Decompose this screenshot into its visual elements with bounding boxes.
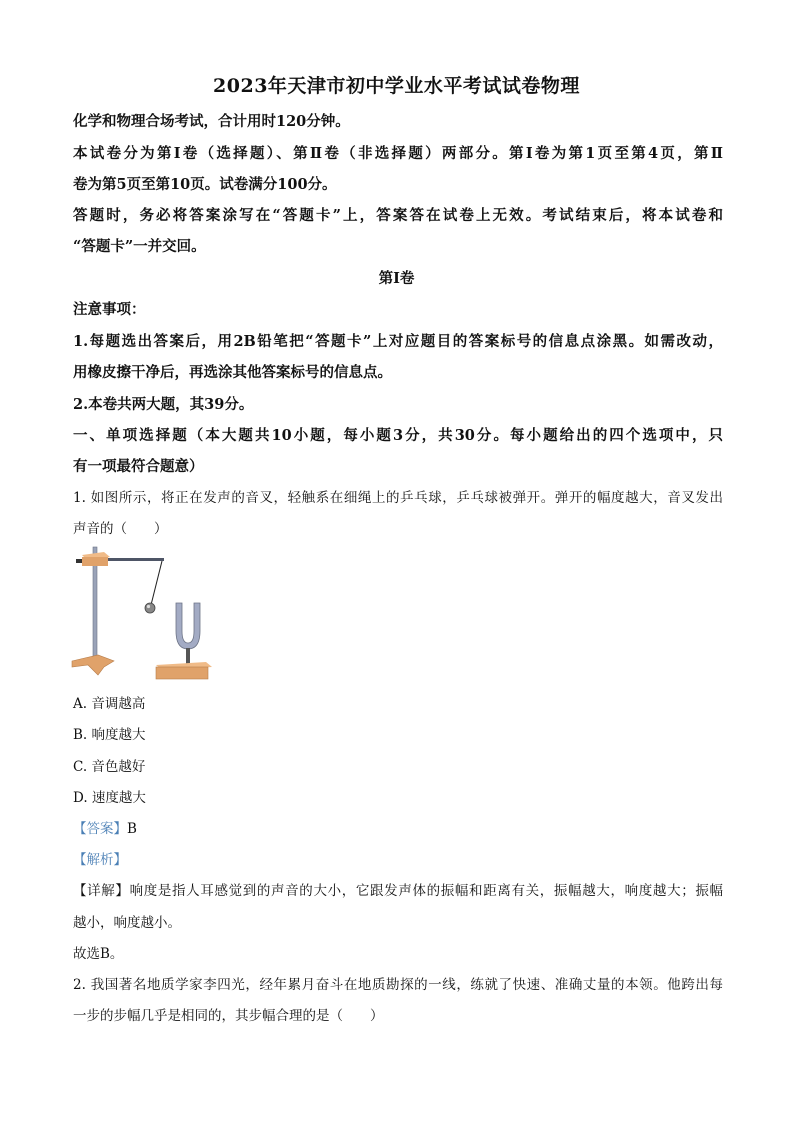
q1-stem-line-2: 声音的（ ） (73, 521, 168, 537)
part-heading-line-1: 一、单项选择题（本大题共10小题，每小题3分，共30分。每小题给出的四个选项中，只 (73, 427, 723, 444)
stand-base-icon (72, 655, 114, 675)
intro-line-3: 卷为第5页至第10页。试卷满分100分。 (73, 176, 337, 193)
section-heading: 第Ⅰ卷 (378, 270, 415, 287)
q1-answer (73, 817, 723, 837)
q1-option-d: D. 速度越大 (73, 790, 146, 806)
tuning-fork-figure (68, 543, 218, 681)
clamp-screw-icon (76, 559, 82, 563)
wooden-base-icon (156, 667, 208, 679)
part-heading-line-2: 有一项最符合题意） (73, 458, 204, 475)
ping-pong-ball-icon (145, 603, 155, 613)
q1-option-b: B. 响度越大 (73, 727, 146, 743)
note-1-line-2: 用橡皮擦干净后，再选涂其他答案标号的信息点。 (73, 364, 392, 381)
note-1-line-1: 1.每题选出答案后，用2B铅笔把“答题卡”上对应题目的答案标号的信息点涂黑。如需改动， (73, 333, 723, 350)
q1-option-a: A. 音调越高 (73, 696, 146, 712)
intro-line-4: 答题时，务必将答案涂写在“答题卡”上，答案答在试卷上无效。考试结束后，将本试卷和 (73, 207, 723, 224)
q1-detail-line-2: 越小，响度越小。 (73, 915, 181, 931)
tuning-fork-icon (176, 603, 200, 649)
horizontal-arm-icon (108, 558, 164, 561)
q2-stem-line-1: 2. 我国著名地质学家李四光，经年累月奋斗在地质勘探的一线，练就了快速、准确丈量的本领。他跨出每 (73, 977, 723, 993)
q2-stem-line-2: 一步的步幅几乎是相同的，其步幅合理的是（ ） (73, 1008, 384, 1024)
q1-stem-line-1: 1. 如图所示，将正在发声的音叉，轻触系在细绳上的乒乓球，乒乓球被弹开。弹开的幅度越大，音叉发出 (73, 490, 723, 506)
note-2: 2.本卷共两大题，其39分。 (73, 396, 254, 413)
answer-value: B (127, 821, 137, 837)
intro-line-2: 本试卷分为第Ⅰ卷（选择题）、第Ⅱ卷（非选择题）两部分。第Ⅰ卷为第1页至第4页，第Ⅱ (73, 145, 723, 162)
string-icon (151, 561, 162, 605)
q1-detail-line-3: 故选B。 (73, 946, 124, 962)
notes-heading: 注意事项： (73, 301, 146, 318)
intro-line-1: 化学和物理合场考试，合计用时120分钟。 (73, 113, 350, 130)
document-title: 2023年天津市初中学业水平考试试卷物理 (213, 75, 580, 97)
analysis-label: 【解析】 (73, 852, 127, 868)
answer-label: 【答案】 (73, 821, 127, 837)
intro-line-5: “答题卡”一并交回。 (73, 238, 206, 255)
q1-option-c: C. 音色越好 (73, 759, 146, 775)
q1-detail-line-1: 【详解】响度是指人耳感觉到的声音的大小，它跟发声体的振幅和距离有关，振幅越大，响度越大；振幅 (73, 883, 723, 899)
